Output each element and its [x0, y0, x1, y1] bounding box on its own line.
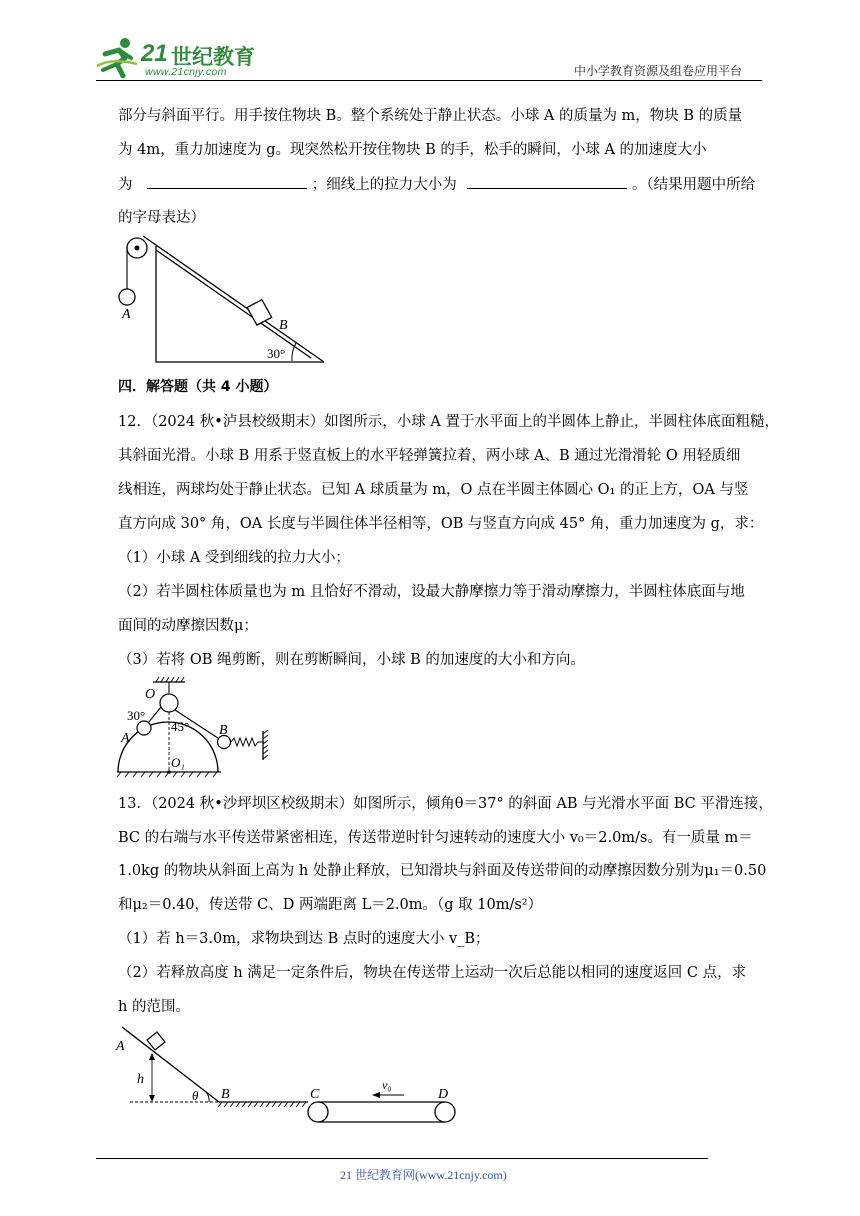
q12-subquestion-3: （3）若将 OB 绳剪断，则在剪断瞬间，小球 B 的加速度的大小和方向。 — [118, 652, 585, 668]
q13-text-line-4: 和μ₂＝0.40，传送带 C、D 两端距离 L＝2.0m。（g 取 10m/s²） — [118, 897, 543, 913]
q12-label-45: 45° — [171, 719, 190, 734]
section-title: 四．解答题（共 4 小题） — [118, 379, 278, 395]
header-rule — [96, 80, 762, 81]
q11-line3-middle: ；细线上的拉力大小为 — [311, 177, 457, 193]
q13-label-c: C — [310, 1087, 320, 1102]
q13-subquestion-1: （1）若 h＝3.0m，求物块到达 B 点时的速度大小 v_B； — [118, 931, 490, 947]
q12-text-line-3: 线相连，两球均处于静止状态。已知 A 球质量为 m，O 点在半圆主体圆心 O₁ 的正上方，OA 与竖 — [118, 482, 749, 498]
q11-text-line-4: 的字母表达） — [118, 210, 205, 226]
q11-line3-suffix: 。（结果用题中所给 — [631, 177, 756, 193]
q13-label-b: B — [221, 1087, 230, 1102]
q11-label-angle: 30° — [267, 346, 286, 361]
q11-text-line-1: 部分与斜面平行。用手按住物块 B。整个系统处于静止状态。小球 A 的质量为 m，物块 B 的质量 — [118, 108, 743, 124]
q12-text-line-4: 直方向成 30° 角，OA 长度与半圆住体半径相等，OB 与竖直方向成 45° 角，重力加速度为 g，求： — [118, 516, 764, 532]
runner-logo-icon — [95, 36, 139, 78]
q12-label-b: B — [219, 723, 228, 738]
site-logo — [95, 36, 265, 80]
platform-name: 中小学教育资源及组卷应用平台 — [574, 64, 743, 78]
logo-url: www.21cnjy.com — [145, 66, 227, 78]
q11-line3-prefix: 为 — [118, 177, 133, 193]
q11-incline-figure — [110, 232, 335, 367]
q13-text-line-2: BC 的右端与水平传送带紧密相连，传送带逆时针匀速转动的速度大小 v₀＝2.0m/s。有一质量 m＝ — [118, 830, 753, 846]
logo-number: 21 — [141, 40, 168, 67]
q12-text-line-2: 其斜面光滑。小球 B 用系于竖直板上的水平轻弹簧拉着，两小球 A、B 通过光滑滑轮 O 用轻质细 — [118, 448, 741, 464]
q13-incline-conveyor-figure — [110, 1022, 470, 1132]
answer-blank-acceleration[interactable] — [147, 174, 307, 189]
q13-text-line-1: 13．（2024 秋•沙坪坝区校级期末）如图所示，倾角θ＝37° 的斜面 AB 与光滑水平面 BC 平滑连接， — [118, 796, 773, 812]
q12-subquestion-2a: （2）若半圆柱体质量也为 m 且恰好不滑动，设最大静摩擦力等于滑动摩擦力，半圆柱体底面与地 — [118, 584, 745, 600]
answer-blank-tension[interactable] — [467, 174, 627, 189]
q12-subquestion-2b: 面间的动摩擦因数μ； — [118, 618, 258, 634]
q13-label-a: A — [116, 1039, 125, 1054]
q13-label-d: D — [438, 1087, 449, 1102]
q11-text-line-2: 为 4m，重力加速度为 g。现突然松开按住物块 B 的手，松手的瞬间，小球 A 的加速度大小 — [118, 142, 707, 158]
q12-semicylinder-figure — [115, 676, 290, 778]
q12-label-o: O — [145, 687, 156, 702]
q13-subquestion-2b: h 的范围。 — [118, 999, 190, 1015]
q11-text-line-3 — [118, 174, 755, 195]
q13-label-theta: θ — [192, 1088, 199, 1103]
q12-label-o1: O₁ — [171, 755, 185, 770]
q13-label-h: h — [137, 1072, 144, 1087]
footer-link[interactable]: 21 世纪教育网(www.21cnjy.com) — [340, 1168, 507, 1182]
q12-label-30: 30° — [127, 708, 146, 723]
q11-label-b: B — [279, 318, 288, 333]
q12-text-line-1: 12．（2024 秋•泸县校级期末）如图所示，小球 A 置于水平面上的半圆体上静止，半圆柱体底面粗糙， — [118, 414, 779, 430]
footer-rule — [96, 1158, 708, 1159]
q13-label-v0: v₀ — [382, 1078, 392, 1092]
q12-subquestion-1: （1）小球 A 受到细线的拉力大小； — [118, 550, 350, 566]
logo-text: 世纪教育 — [171, 45, 255, 69]
q11-label-a: A — [122, 307, 131, 322]
q13-subquestion-2a: （2）若释放高度 h 满足一定条件后，物块在传送带上运动一次后总能以相同的速度返回 C 点，求 — [118, 965, 747, 981]
q13-text-line-3: 1.0kg 的物块从斜面上高为 h 处静止释放，已知滑块与斜面及传送带间的动摩擦因数分别为μ₁＝0.50 — [118, 863, 767, 879]
q12-label-a: A — [121, 731, 130, 746]
